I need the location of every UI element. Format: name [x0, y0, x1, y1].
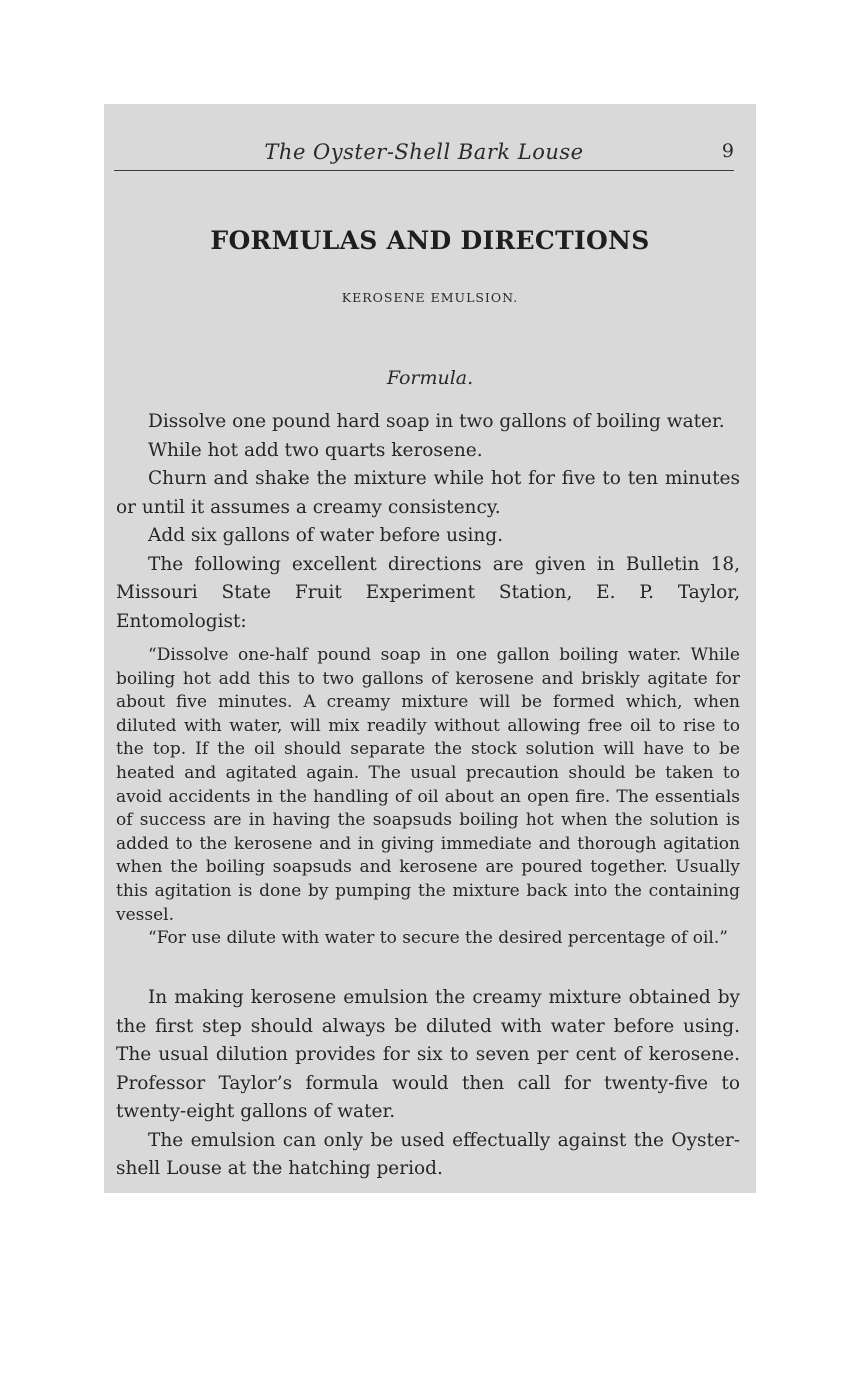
paragraph: The emulsion can only be used effectually against the Oyster-shell Louse at the hatching period. [116, 1129, 740, 1179]
paragraph: Add six gallons of water before using. [148, 525, 504, 546]
quote-paragraph: “Dissolve one-half pound soap in one gallon boiling water. While boiling hot add this to two gallons of kerosene and briskly agitate for about five minutes. A creamy mixture will be formed which, when diluted with water, will mix readily without allowing free oil to rise to the top. If the oil should separate the stock solution will have to be heated and agitated again. The usual precaution should be taken to avoid accidents in the handling of oil about an open fire. The essentials of success are in having the soapsuds boiling hot when the solution is added to the kerosene and in giving immediate and thorough agitation when the boiling soapsuds and kerosene are poured together. Usually this agitation is done by pumping the mixture back into the containing vessel. [116, 645, 740, 925]
paragraph: Churn and shake the mixture while hot for five to ten minutes or until it assumes a creamy consistency. [116, 468, 740, 518]
running-header [114, 132, 734, 171]
document-page [104, 104, 756, 1193]
closing-section [116, 984, 740, 1184]
paragraph: While hot add two quarts kerosene. [148, 439, 483, 461]
quoted-directions [116, 644, 740, 951]
formula-subhead: Formula. [386, 367, 474, 389]
quote-paragraph: “For use dilute with water to secure the desired percentage of oil.” [148, 928, 728, 949]
paragraph: Dissolve one pound hard soap in two gallons of boiling water. [148, 411, 725, 432]
formula-section [116, 408, 740, 636]
paragraph: The following excellent directions are given in Bulletin 18, Missouri State Fruit Experiment Station, E. P. Taylor, Entomologist: [116, 553, 740, 632]
page-number: 9 [721, 140, 734, 162]
section-title: KEROSENE EMULSION. [341, 290, 519, 305]
paragraph: In making kerosene emulsion the creamy mixture obtained by the first step should always be diluted with water before using. The usual dilution provides for six to seven per cent of kerosene. Professor Taylor’s formula would then call for twenty-five to twenty-eight gallons of water. [116, 987, 740, 1122]
running-title: The Oyster-Shell Bark Louse [264, 140, 584, 164]
main-title: FORMULAS AND DIRECTIONS [210, 226, 650, 255]
